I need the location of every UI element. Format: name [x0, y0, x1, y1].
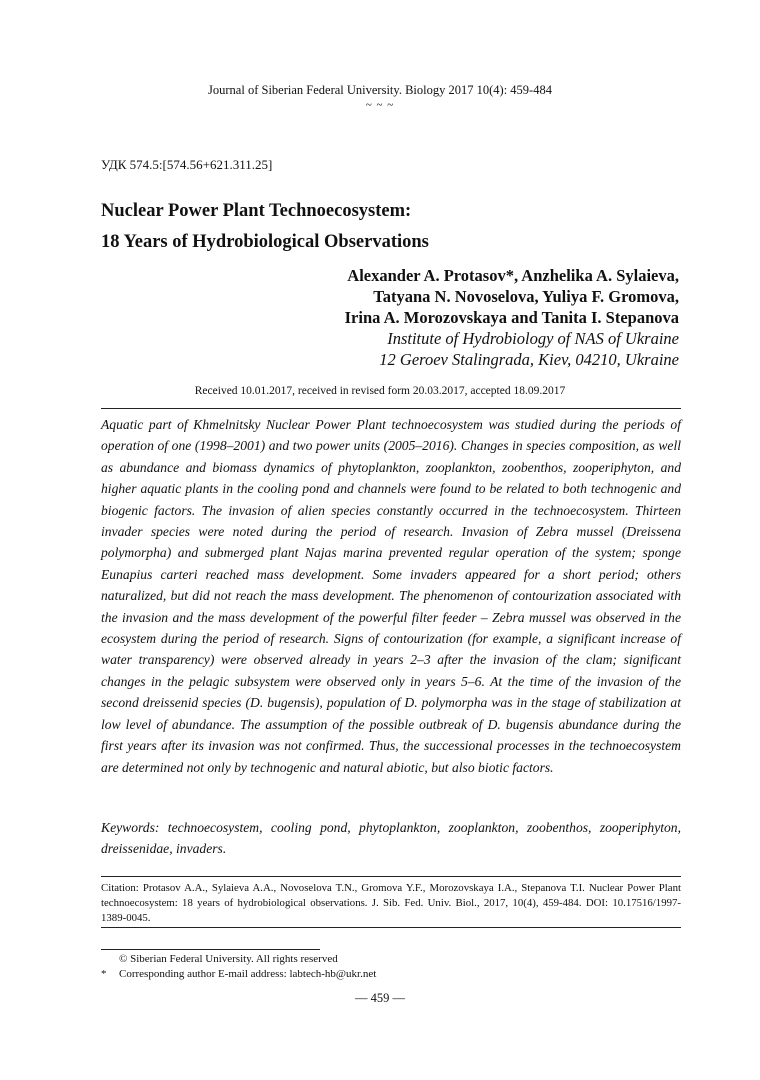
title-line-1: Nuclear Power Plant Technoecosystem: — [101, 201, 412, 221]
authors-line-2: Tatyana N. Novoselova, Yuliya F. Gromova, — [373, 287, 679, 306]
journal-header: Journal of Siberian Federal University. Biology 2017 10(4): 459-484 — [208, 83, 552, 97]
received-dates: Received 10.01.2017, received in revised form 20.03.2017, accepted 18.09.2017 — [194, 385, 566, 397]
citation-top-rule — [101, 876, 681, 877]
corresponding-author-text: Corresponding author E-mail address: labtech-hb@ukr.net — [119, 968, 377, 980]
keywords: Keywords: technoecosystem, cooling pond, phytoplankton, zooplankton, zoobenthos, zooperiphyton, dreissenidae, invaders. — [101, 820, 681, 856]
asterisk-mark: * — [101, 968, 107, 980]
article-title — [101, 196, 661, 258]
copyright-footnote — [101, 952, 338, 966]
abstract-text: Aquatic part of Khmelnitsky Nuclear Power Plant technoecosystem was studied during the periods of operation of one (1998–2001) and two power units (2005–2016). Changes in species composition, as well as abundance and biomass dynamics of phytoplankton, zooplankton, zoobenthos, zooperiphyton, and higher aquatic plants in the cooling pond and channels were found to be related to both technogenic and biogenic factors. The invasion of alien species constantly occurred in the technoecosystem. Thirteen invader species were noted during the period of research. Invasion of Zebra mussel (Dreissena polymorpha) and submerged plant Najas marina prevented regular operation of the system; sponge Eunapius carteri reached mass development. Some invaders appeared for a short period; others naturalized, but did not reach the mass development. The phenomenon of contourization associated with the invasion and the mass development of the powerful filter feeder – Zebra mussel was observed in the ecosystem during the period of research. Signs of contourization (for example, a significant increase of water transparency) were observed already in years 2–3 after the invasion of the clam; significant changes in the pelagic subsystem were observed only in years 5–6. At the time of the invasion of the second dreissenid species (D. bugensis), population of D. polymorpha was in the stage of stabilization at low level of abundance. The assumption of the possible outbreak of D. bugensis abundance during the first years after its invasion was not confirmed. Thus, the successional processes in the technoecosystem are determined not only by technogenic and natural abiotic, but also biotic factors. — [101, 417, 681, 775]
title-line-2: 18 Years of Hydrobiological Observations — [101, 232, 429, 252]
footnote-rule — [101, 949, 320, 950]
affiliation-institute: Institute of Hydrobiology of NAS of Ukraine — [387, 329, 679, 348]
copyright-text: © Siberian Federal University. All rights reserved — [119, 953, 338, 965]
page-number: — 459 — — [355, 991, 405, 1005]
abstract-top-rule — [101, 408, 681, 409]
authors-line-1: Alexander A. Protasov*, Anzhelika A. Sylaieva, — [347, 266, 679, 285]
udk-code: УДК 574.5:[574.56+621.311.25] — [101, 157, 273, 172]
authors-line-3: Irina A. Morozovskaya and Tanita I. Stepanova — [344, 308, 679, 327]
header-ornament: ~ ~ ~ — [365, 99, 395, 111]
citation-bottom-rule — [101, 927, 681, 928]
affiliation-address: 12 Geroev Stalingrada, Kiev, 04210, Ukraine — [379, 350, 679, 369]
corresponding-author-footnote — [101, 967, 376, 981]
author-block — [345, 265, 679, 370]
citation: Citation: Protasov A.A., Sylaieva A.A., Novoselova T.N., Gromova Y.F., Morozovskaya I.A., Stepanova T.I. Nuclear Power Plant technoecosystem: 18 years of hydrobiological observations. J. Sib. Fed. Univ. Biol., 2017, 10(4), 459-484. DOI: 10.17516/1997-1389-0045. — [101, 882, 681, 924]
